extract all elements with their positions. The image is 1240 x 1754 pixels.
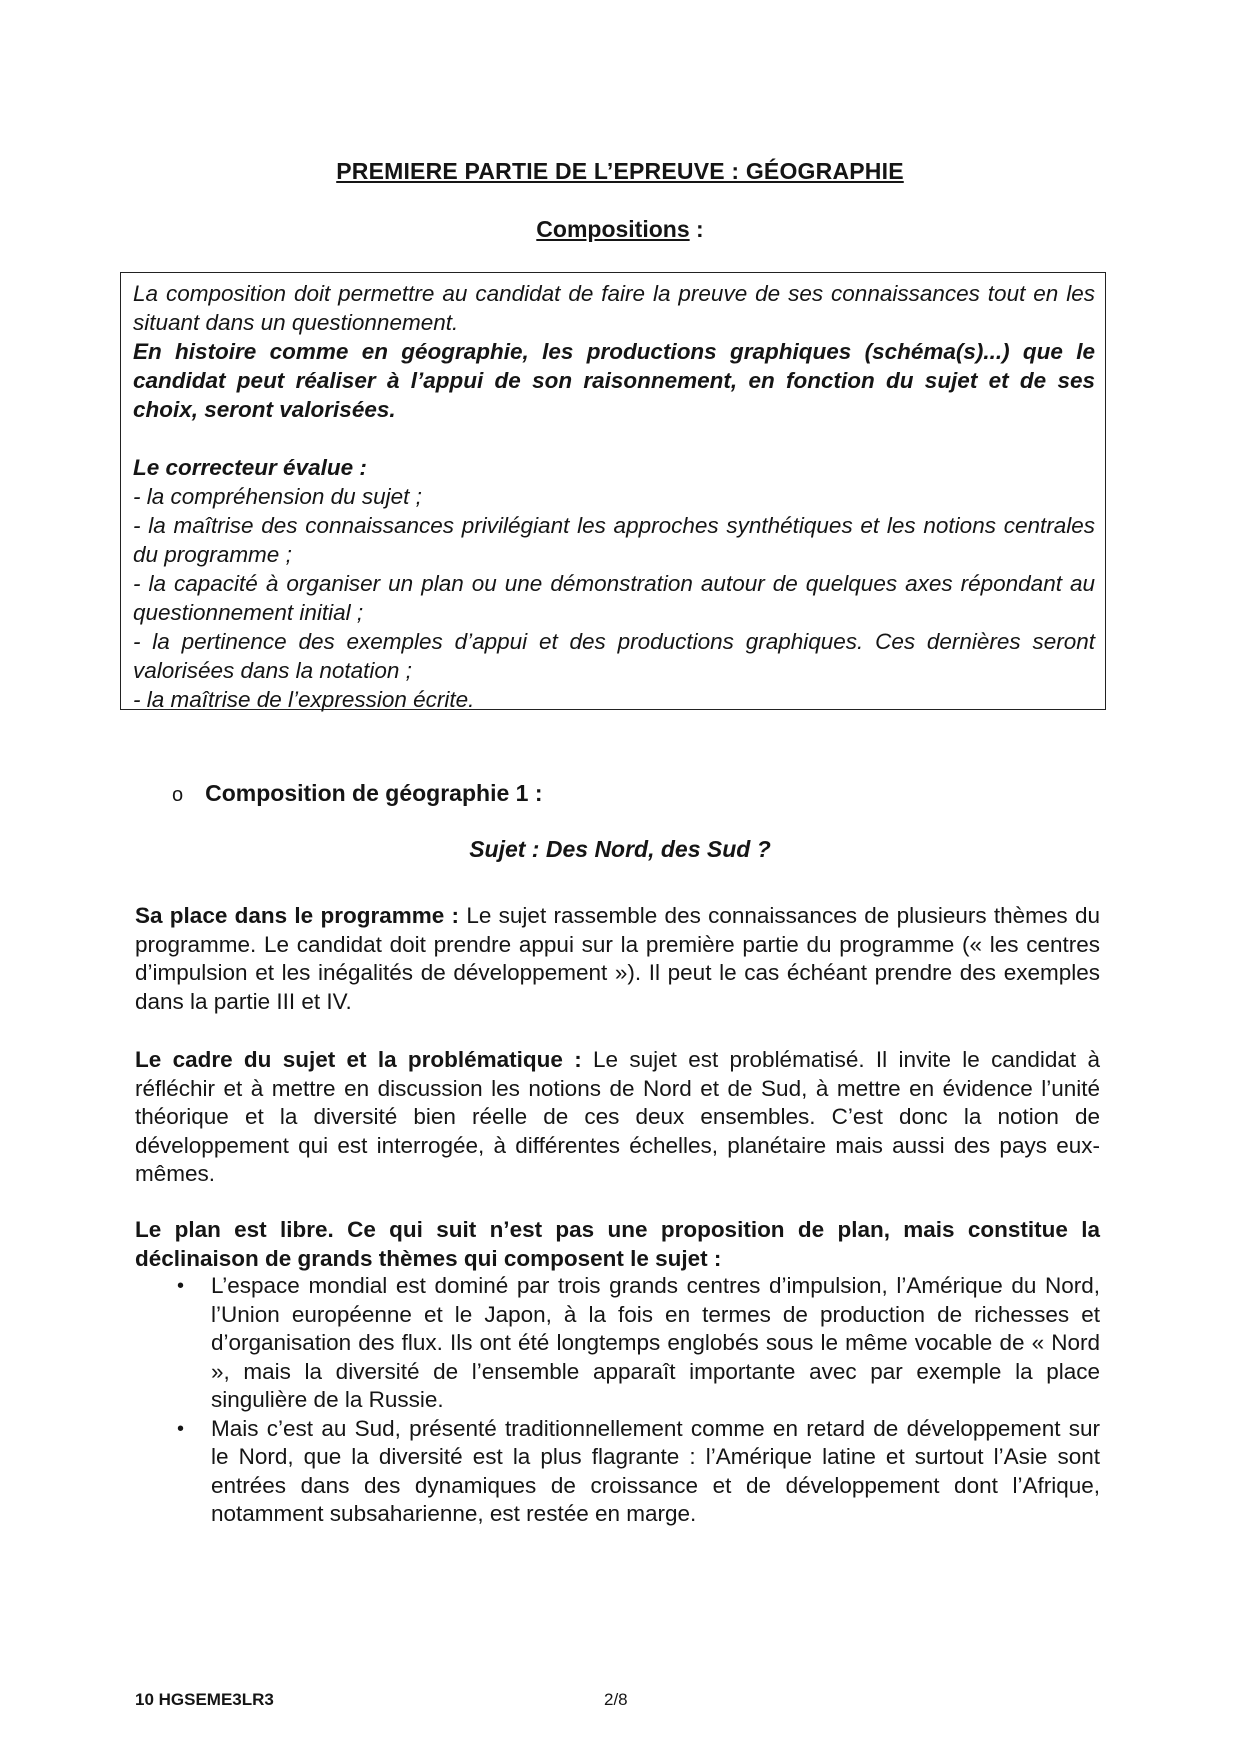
- page-title: PREMIERE PARTIE DE L’EPREUVE : GÉOGRAPHIE: [336, 158, 904, 184]
- subject-line: Sujet : Des Nord, des Sud ?: [469, 836, 771, 862]
- criteria-item: - la capacité à organiser un plan ou une démonstration autour de quelques axes répondant au questionnement initial ;: [133, 571, 1095, 625]
- section-label: Le plan est libre. Ce qui suit n’est pas une proposition de plan, mais constitue la déclinaison de grands thèmes qui composent le sujet :: [135, 1217, 1100, 1271]
- footer-exam-code: 10 HGSEME3LR3: [135, 1690, 274, 1709]
- footer-page-number: 2/8: [604, 1690, 628, 1709]
- bullet-dot-icon: •: [177, 1275, 185, 1297]
- circle-bullet-icon: o: [172, 784, 184, 806]
- themes-list: [135, 1272, 1100, 1529]
- subtitle-text: Compositions: [536, 216, 690, 242]
- section-text: Le sujet rassemble des connaissances de plusieurs thèmes du programme. Le candidat doit prendre appui sur la première partie du programme (« les centres d’impulsion et les inégalités de développement »). Il peut le cas échéant prendre des exemples dans la partie III et IV.: [135, 903, 1100, 1014]
- criteria-intro: La composition doit permettre au candidat de faire la preuve de ses connaissances tout en les situant dans un questionnement.: [133, 281, 1095, 335]
- criteria-box: [120, 272, 1106, 710]
- criteria-bold-note: En histoire comme en géographie, les productions graphiques (schéma(s)...) que le candidat peut réaliser à l’appui de son raisonnement, en fonction du sujet et de ses choix, seront valorisées.: [133, 339, 1095, 422]
- section-plan: [135, 1216, 1100, 1273]
- criteria-item: - la compréhension du sujet ;: [133, 484, 422, 509]
- section-text: Le sujet est problématisé. Il invite le candidat à réfléchir et à mettre en discussion les notions de Nord et de Sud, à mettre en évidence l’unité théorique et la diversité bien réelle de ces deux ensembles. C’est donc la notion de développement qui est interrogée, à différentes échelles, planétaire mais aussi des pays eux-mêmes.: [135, 1047, 1100, 1186]
- section-program-place: [135, 902, 1100, 1016]
- list-item-text: L’espace mondial est dominé par trois grands centres d’impulsion, l’Amérique du Nord, l’Union européenne et le Japon, à la fois en termes de production de richesses et d’organisation des flux. Ils ont été longtemps englobés sous le même vocable de « Nord », mais la diversité de l’ensemble apparaît importante avec par exemple la place singulière de la Russie.: [211, 1273, 1100, 1412]
- criteria-item: - la maîtrise des connaissances privilégiant les approches synthétiques et les notions centrales du programme ;: [133, 513, 1095, 567]
- section-subtitle: [0, 216, 1240, 243]
- section-framework: [135, 1046, 1100, 1189]
- list-item-text: Mais c’est au Sud, présenté traditionnellement comme en retard de développement sur le Nord, que la diversité est la plus flagrante : l’Amérique latine et surtout l’Asie sont entrées dans des dynamiques de croissance et de développement dont l’Afrique, notamment subsaharienne, est restée en marge.: [211, 1415, 1100, 1526]
- criteria-spacer: [133, 424, 1095, 453]
- criteria-item: - la pertinence des exemples d’appui et des productions graphiques. Ces dernières seront valorisées dans la notation ;: [133, 629, 1095, 683]
- bullet-dot-icon: •: [177, 1417, 185, 1440]
- composition-heading-label: Composition de géographie 1 :: [205, 780, 543, 806]
- criteria-item: - la maîtrise de l’expression écrite.: [133, 687, 475, 712]
- list-item: [135, 1415, 1100, 1529]
- section-label: Le cadre du sujet et la problématique :: [135, 1047, 582, 1072]
- evaluator-heading: Le correcteur évalue :: [133, 455, 367, 480]
- list-item: [135, 1272, 1100, 1415]
- composition-heading: [172, 780, 542, 807]
- subtitle-colon: :: [689, 216, 704, 242]
- section-label: Sa place dans le programme :: [135, 903, 460, 928]
